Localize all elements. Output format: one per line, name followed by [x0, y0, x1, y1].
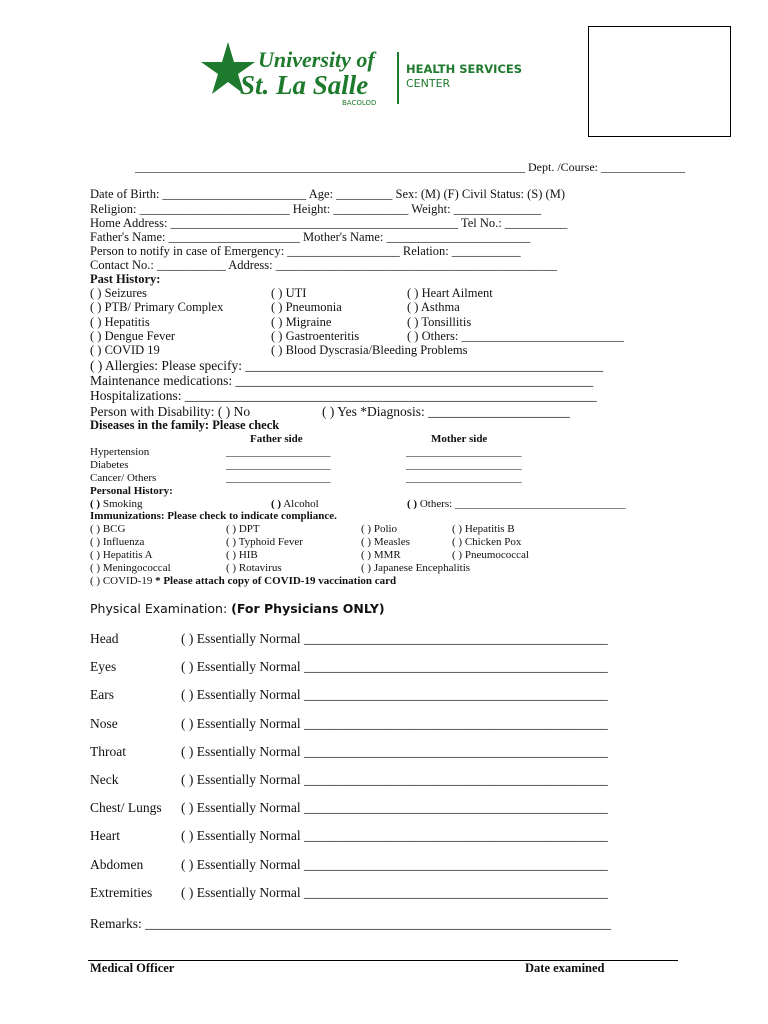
- allergies-line[interactable]: ( ) Allergies: Please specify: _____________________________________________________: [90, 358, 604, 373]
- smoking-option[interactable]: [90, 498, 143, 510]
- covid-vaccine-label: ( ) COVID-19: [90, 575, 153, 587]
- exam-item-label: Eyes: [90, 659, 117, 674]
- alcohol-label: Alcohol: [283, 498, 319, 510]
- center-line2: CENTER: [406, 77, 451, 90]
- physicians-only-note: (For Physicians ONLY): [231, 601, 385, 616]
- past-col2-item[interactable]: ( ) Migraine: [271, 315, 332, 329]
- exam-item-label: Abdomen: [90, 857, 144, 872]
- exam-normal-option[interactable]: ( ) Essentially Normal _____________________________________________: [181, 885, 608, 900]
- exam-normal-option[interactable]: ( ) Essentially Normal _____________________________________________: [181, 744, 608, 759]
- exam-normal-option[interactable]: ( ) Essentially Normal _____________________________________________: [181, 857, 608, 872]
- family-row-mother[interactable]: _____________________: [406, 459, 522, 471]
- exam-normal-option[interactable]: ( ) Essentially Normal _____________________________________________: [181, 800, 608, 815]
- checkbox-marker: ( ): [271, 498, 282, 510]
- imm-col2-item[interactable]: ( ) HIB: [226, 549, 258, 561]
- imm-col1-item[interactable]: ( ) Hepatitis A: [90, 549, 153, 561]
- imm-col2-item[interactable]: ( ) Rotavirus: [226, 562, 282, 574]
- exam-item-label: Nose: [90, 716, 118, 731]
- religion-line: Religion: ________________________ Height: ____________ Weight: ______________: [90, 202, 542, 216]
- pwd-no[interactable]: Person with Disability: ( ) No: [90, 404, 251, 419]
- father-header: Father side: [250, 433, 303, 445]
- imm-col1-item[interactable]: ( ) BCG: [90, 523, 126, 535]
- past-col3-item[interactable]: ( ) Asthma: [407, 300, 460, 314]
- checkbox-marker: ( ): [90, 498, 101, 510]
- imm-col4-item[interactable]: ( ) Pneumococcal: [452, 549, 529, 561]
- covid-vaccine-note: * Please attach copy of COVID-19 vaccination card: [155, 575, 397, 587]
- center-line1: HEALTH SERVICES: [406, 62, 523, 76]
- exam-normal-option[interactable]: ( ) Essentially Normal _____________________________________________: [181, 631, 608, 646]
- mother-header: Mother side: [431, 433, 488, 445]
- imm-col1-item[interactable]: ( ) Meningococcal: [90, 562, 171, 574]
- imm-col2-item[interactable]: ( ) DPT: [226, 523, 260, 535]
- past-col2-item[interactable]: ( ) Pneumonia: [271, 300, 342, 314]
- family-row-label: Hypertension: [90, 446, 150, 458]
- imm-col4-item[interactable]: ( ) Chicken Pox: [452, 536, 522, 548]
- exam-normal-option[interactable]: ( ) Essentially Normal _____________________________________________: [181, 659, 608, 674]
- past-col3-item[interactable]: ( ) Heart Ailment: [407, 286, 493, 300]
- logo-sub: BACOLOD: [342, 99, 377, 107]
- remarks-line[interactable]: Remarks: _____________________________________________________________________: [90, 916, 611, 931]
- exam-item-label: Neck: [90, 772, 119, 787]
- imm-col3-item[interactable]: ( ) Japanese Encephalitis: [361, 562, 471, 574]
- past-col1-item[interactable]: ( ) COVID 19: [90, 343, 160, 357]
- smoking-label: Smoking: [102, 498, 143, 510]
- family-row-father[interactable]: ___________________: [226, 459, 331, 471]
- family-row-father[interactable]: ___________________: [226, 446, 331, 458]
- others-option[interactable]: [407, 498, 625, 510]
- exam-item-label: Chest/ Lungs: [90, 800, 162, 815]
- physical-exam-title: [90, 601, 385, 616]
- imm-col4-item[interactable]: ( ) Hepatitis B: [452, 523, 515, 535]
- family-row-label: Diabetes: [90, 459, 129, 471]
- logo-line2: St. La Salle: [240, 70, 369, 100]
- hospitalizations-line[interactable]: Hospitalizations: _____________________________________________________________: [90, 388, 597, 403]
- family-row-mother[interactable]: _____________________: [406, 446, 522, 458]
- past-col3-item[interactable]: ( ) Tonsillitis: [407, 315, 472, 329]
- dob-line: Date of Birth: _______________________ Age: _________ Sex: (M) (F) Civil Status: (S) (M): [90, 187, 565, 201]
- imm-col3-item[interactable]: ( ) Measles: [361, 536, 410, 548]
- family-row-mother[interactable]: _____________________: [406, 472, 522, 484]
- alcohol-option[interactable]: [271, 498, 319, 510]
- contact-line: Contact No.: ___________ Address: _____________________________________________: [90, 258, 558, 272]
- imm-col3-item[interactable]: ( ) MMR: [361, 549, 401, 561]
- family-row-label: Cancer/ Others: [90, 472, 157, 484]
- past-col2-item[interactable]: ( ) Gastroenteritis: [271, 329, 360, 343]
- exam-item-label: Ears: [90, 687, 114, 702]
- covid-vaccine-option[interactable]: [90, 575, 396, 587]
- past-col3-item[interactable]: ( ) Others: __________________________: [407, 329, 624, 343]
- exam-normal-option[interactable]: ( ) Essentially Normal _____________________________________________: [181, 687, 608, 702]
- past-col1-item[interactable]: ( ) Dengue Fever: [90, 329, 176, 343]
- pwd-yes[interactable]: ( ) Yes *Diagnosis: _____________________: [322, 404, 570, 419]
- exam-normal-option[interactable]: ( ) Essentially Normal _____________________________________________: [181, 828, 608, 843]
- imm-col2-item[interactable]: ( ) Typhoid Fever: [226, 536, 303, 548]
- imm-col1-item[interactable]: ( ) Influenza: [90, 536, 145, 548]
- photo-box: [588, 26, 731, 137]
- past-col2-item[interactable]: ( ) UTI: [271, 286, 307, 300]
- imm-col3-item[interactable]: ( ) Polio: [361, 523, 398, 535]
- home-address-line: Home Address: ______________________________________________ Tel No.: __________: [90, 216, 568, 230]
- checkbox-marker: ( ): [407, 498, 418, 510]
- past-col1-item[interactable]: ( ) Seizures: [90, 286, 147, 300]
- physical-exam-label: Physical Examination:: [90, 601, 228, 616]
- past-col1-item[interactable]: ( ) Hepatitis: [90, 315, 150, 329]
- emergency-line: Person to notify in case of Emergency: __________________ Relation: ___________: [90, 244, 521, 258]
- maintenance-line[interactable]: Maintenance medications: _____________________________________________________: [90, 373, 594, 388]
- exam-item-label: Head: [90, 631, 119, 646]
- university-logo: [200, 38, 545, 108]
- past-col1-item[interactable]: ( ) PTB/ Primary Complex: [90, 300, 224, 314]
- past-col2-item[interactable]: ( ) Blood Dyscrasia/Bleeding Problems: [271, 343, 468, 357]
- exam-normal-option[interactable]: ( ) Essentially Normal _____________________________________________: [181, 716, 608, 731]
- personal-history-title: Personal History:: [90, 485, 173, 497]
- immunizations-title: Immunizations: Please check to indicate compliance.: [90, 510, 337, 522]
- exam-item-label: Throat: [90, 744, 126, 759]
- others-label: Others: _______________________________: [419, 498, 626, 510]
- logo-line1: University of: [258, 47, 375, 72]
- date-examined-label: Date examined: [525, 961, 605, 975]
- exam-item-label: Extremities: [90, 885, 153, 900]
- dept-course-line: _________________________________________________________________ Dept. /Course: ______________: [135, 160, 685, 174]
- family-row-father[interactable]: ___________________: [226, 472, 331, 484]
- parents-line: Father's Name: _____________________ Mother's Name: _______________________: [90, 230, 531, 244]
- exam-item-label: Heart: [90, 828, 120, 843]
- past-history-title: Past History:: [90, 272, 161, 286]
- medical-officer-label: Medical Officer: [90, 961, 175, 975]
- exam-normal-option[interactable]: ( ) Essentially Normal _____________________________________________: [181, 772, 608, 787]
- family-title: Diseases in the family: Please check: [90, 418, 280, 432]
